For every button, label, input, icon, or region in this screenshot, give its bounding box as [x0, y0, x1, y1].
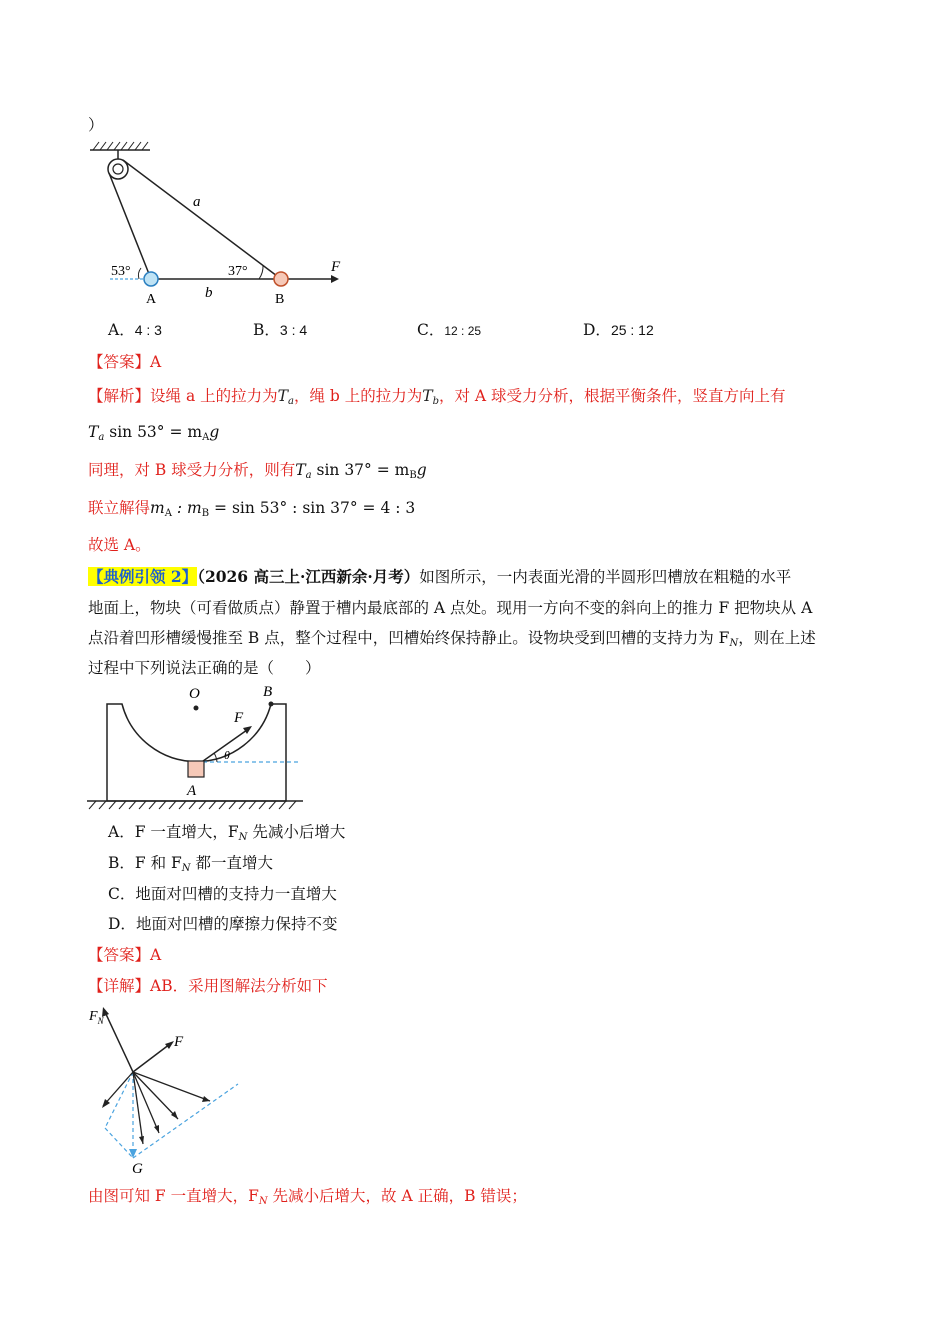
label-ball-A: A: [146, 292, 157, 307]
q2-option-d: D．地面对凹槽的摩擦力保持不变: [108, 915, 338, 933]
label-G: G: [132, 1161, 143, 1177]
q2-conclusion: 由图可知 F 一直增大，$F_N$ 先减小后增大，故 A 正确，B 错误；: [88, 1187, 527, 1207]
q1-equation-1: $T_a$ $\sin 53^\circ = m_Ag$: [88, 423, 220, 443]
label-B: B: [263, 684, 273, 700]
q1-option-a: A．4 : 3: [108, 321, 162, 339]
label-F: F: [234, 710, 244, 726]
ball-B: [274, 272, 288, 286]
label-theta: θ: [224, 748, 230, 762]
q1-option-b: B．3 : 4: [253, 321, 308, 339]
q2-answer: 【答案】A: [88, 946, 162, 964]
label-angle-53: 53°: [111, 264, 131, 279]
label-F-vector: F: [174, 1034, 184, 1050]
label-A: A: [187, 783, 197, 799]
block: [188, 761, 204, 777]
figure-groove: [85, 680, 315, 810]
label-FN: $F_N$: [89, 1009, 104, 1026]
q2-detail: 【详解】AB．采用图解法分析如下: [88, 977, 328, 995]
figure-rope-balls: [85, 140, 355, 310]
label-force-F: F: [331, 259, 341, 275]
q1-line-4: 联立解得$m_A$ : $m_B = \sin 53^\circ$ : sin 37° = 4 : 3: [88, 499, 416, 519]
label-angle-37: 37°: [228, 264, 248, 279]
figure-vector-diagram: [85, 1002, 255, 1177]
q1-option-d: D．25 : 12: [583, 321, 654, 339]
q2-option-a: A．F 一直增大，$F_N$ 先减小后增大: [108, 823, 346, 843]
q2-stem-3: 点沿着凹形槽缓慢推至 B 点，整个过程中，凹槽始终保持静止。设物块受到凹槽的支持力为 $F_N$，则在上述: [88, 629, 816, 649]
q2-option-b: B．F 和 $F_N$ 都一直增大: [108, 854, 273, 874]
q2-option-c: C．地面对凹槽的支持力一直增大: [108, 885, 337, 903]
q1-answer: 【答案】A: [88, 353, 162, 371]
top-paren: ）: [88, 116, 104, 134]
q1-option-c: C．12 : 25: [417, 321, 482, 339]
label-rope-a: a: [193, 194, 201, 210]
q1-analysis: 【解析】设绳 a 上的拉力为$T_a$，绳 b 上的拉力为$T_b$，对 A 球受力分析，根据平衡条件，竖直方向上有: [88, 387, 786, 407]
q2-stem-2: 地面上，物块（可看做质点）静置于槽内最底部的 A 点处。现用一方向不变的斜向上的推力 F 把物块从 A: [88, 599, 813, 617]
label-O: O: [189, 686, 200, 702]
label-rope-b: b: [205, 285, 213, 301]
q2-stem-1: 【典例引领 2】（2026 高三上·江西新余·月考）如图所示，一内表面光滑的半圆形凹槽放在粗糙的水平: [88, 567, 792, 586]
q2-stem-4: 过程中下列说法正确的是（ ）: [88, 659, 321, 677]
label-ball-B: B: [275, 292, 285, 307]
ball-A: [144, 272, 158, 286]
q1-conclusion: 故选 A。: [88, 536, 151, 554]
q1-line-3: 同理，对 B 球受力分析，则有$T_a$ $\sin 37^\circ = m_Bg$: [88, 461, 427, 481]
